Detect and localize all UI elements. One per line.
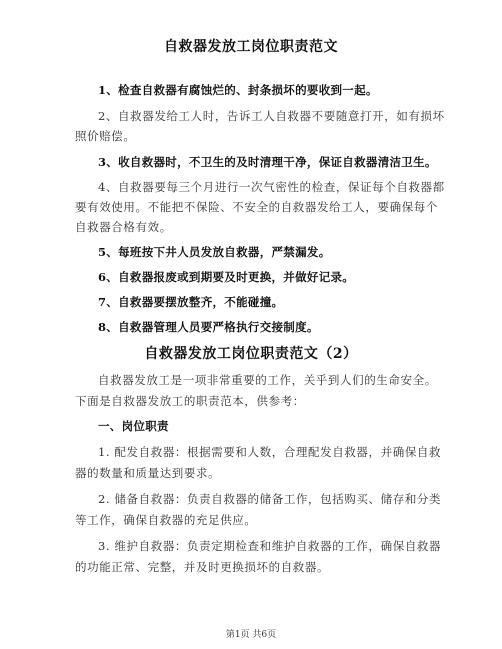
list-item: 8、自救器管理人员要严格执行交接制度。 bbox=[98, 320, 319, 334]
list-item: 2. 储备自救器：负责自救器的储备工作，包括购买、储存和分类 bbox=[98, 492, 442, 506]
list-item-continuation: 的功能正常、完整，并及时更换损坏的自救器。 bbox=[75, 560, 330, 574]
section-heading: 一、岗位职责 bbox=[98, 419, 169, 433]
page-number-footer: 第1页 共6页 bbox=[225, 630, 277, 640]
list-item-continuation: 照价赔偿。 bbox=[75, 129, 136, 143]
list-item-continuation: 器的数量和质量达到要求。 bbox=[75, 466, 221, 480]
list-item: 2、自救器发给工人时，告诉工人自救器不要随意打开，如有损坏 bbox=[98, 109, 445, 123]
list-item-continuation: 要有效使用。不能把不保险、不安全的自救器发给工人，要确保每个 bbox=[75, 200, 438, 214]
list-item: 1、检查自救器有腐蚀烂的、封条损坏的要收到一起。 bbox=[98, 83, 378, 97]
document-title: 自救器发放工岗位职责范文 bbox=[164, 39, 338, 55]
list-item: 5、每班按下井人员发放自救器，严禁漏发。 bbox=[98, 245, 331, 259]
section-title: 自救器发放工岗位职责范文（2） bbox=[144, 346, 358, 362]
list-item-continuation: 自救器合格有效。 bbox=[75, 220, 172, 234]
list-item-continuation: 等工作，确保自救器的充足供应。 bbox=[75, 513, 257, 527]
list-item: 3. 维护自救器：负责定期检查和维护自救器的工作，确保自救器 bbox=[98, 539, 442, 553]
intro-paragraph: 自救器发放工是一项非常重要的工作，关乎到人们的生命安全。 bbox=[98, 373, 437, 387]
list-item: 6、自救器报废或到期要及时更换，并做好记录。 bbox=[98, 270, 355, 284]
list-item: 4、自救器要每三个月进行一次气密性的检查，保证每个自救器都 bbox=[98, 180, 445, 194]
list-item: 3、收自救器时，不卫生的及时清理干净，保证自救器清洁卫生。 bbox=[98, 155, 437, 169]
list-item: 7、自救器要摆放整齐，不能碰撞。 bbox=[98, 295, 284, 309]
list-item: 1. 配发自救器：根据需要和人数，合理配发自救器，并确保自救 bbox=[98, 445, 442, 459]
intro-paragraph-continuation: 下面是自救器发放工的职责范本，供参考： bbox=[75, 394, 305, 408]
